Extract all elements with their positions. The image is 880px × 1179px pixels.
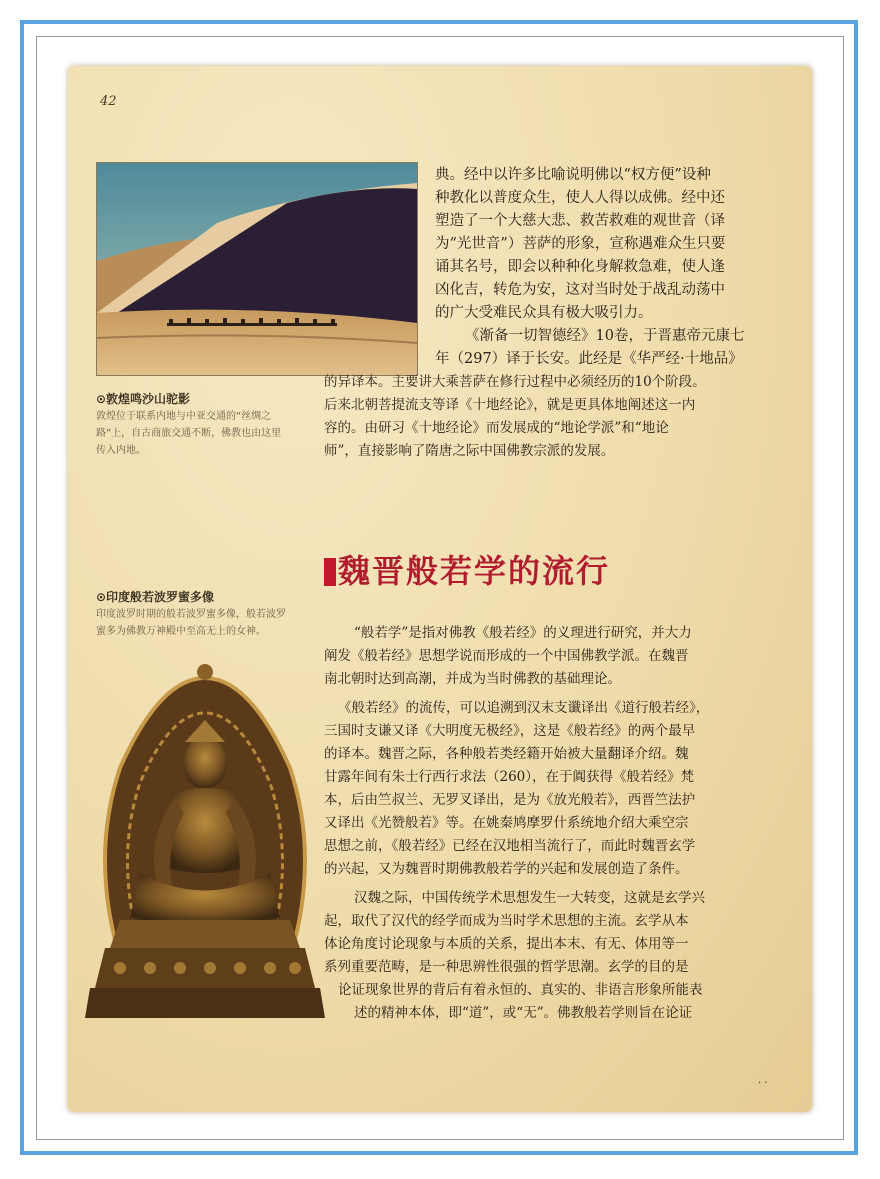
figure2-caption-line: 蜜多为佛教万神殿中至高无上的女神。	[96, 626, 266, 637]
section-heading-text: 魏晋般若学的流行	[338, 552, 611, 590]
body-line: 的兴起，又为魏晋时期佛教般若学的兴起和发展创造了条件。	[324, 861, 689, 877]
body-line: 又译出《光赞般若》等。在姚秦鸠摩罗什系统地介绍大乘空宗	[324, 815, 689, 831]
desert-dune-photo	[96, 162, 418, 376]
body-line: 思想之前，《般若经》已经在汉地相当流行了，而此时魏晋玄学	[324, 838, 696, 854]
body-line: 师”，直接影响了隋唐之际中国佛教宗派的发展。	[324, 443, 615, 459]
body-line: 《渐备一切智德经》10卷，于晋惠帝元康七	[465, 328, 745, 344]
figure1-caption-line: 传入内地。	[96, 445, 146, 456]
body-line: 述的精神本体，即“道”，或“无”。佛教般若学则旨在论证	[354, 1005, 693, 1021]
body-line: 典。经中以许多比喻说明佛以“权方便”设种	[435, 167, 711, 183]
body-line: 年（297）译于长安。此经是《华严经·十地品》	[435, 351, 743, 367]
body-line: 系列重要范畴，是一种思辨性很强的哲学思潮。玄学的目的是	[324, 959, 689, 975]
body-line: 《般若经》的流传，可以追溯到汉末支谶译出《道行般若经》，	[338, 700, 710, 716]
body-line: “般若学”是指对佛教《般若经》的义理进行研究，并大力	[354, 625, 692, 641]
body-line: 容的。由研习《十地经论》而发展成的“地论学派”和“地论	[324, 420, 669, 436]
figure1-caption-line: 敦煌位于联系内地与中亚交通的“丝绸之	[96, 411, 272, 422]
prajnaparamita-statue-image	[80, 658, 330, 1058]
heading-marker	[324, 558, 336, 586]
body-line: 阐发《般若经》思想学说而形成的一个中国佛教学派。在魏晋	[324, 648, 689, 664]
book-page	[68, 66, 812, 1112]
figure2-caption-line: 印度波罗时期的般若波罗蜜多像，般若波罗	[96, 609, 286, 620]
body-line: 凶化吉，转危为安，这对当时处于战乱动荡中	[435, 282, 725, 298]
body-line: 甘露年间有朱士行西行求法（260），在于阗获得《般若经》梵	[324, 769, 695, 785]
body-line: 的译本。魏晋之际，各种般若类经籍开始被大量翻译介绍。魏	[324, 746, 689, 762]
body-line: 汉魏之际，中国传统学术思想发生一大转变，这就是玄学兴	[354, 890, 705, 906]
body-line: 三国时支谦又译《大明度无极经》，这是《般若经》的两个最早	[324, 723, 696, 739]
body-line: 论证现象世界的背后有着永恒的、真实的、非语言形象所能表	[338, 982, 703, 998]
body-line: 的异译本。主要讲大乘菩萨在修行过程中必须经历的10个阶段。	[324, 374, 706, 390]
folio-mark: · ·	[758, 1078, 768, 1089]
body-line: 的广大受难民众具有极大吸引力。	[435, 305, 653, 321]
figure1-title: ⊙敦煌鸣沙山驼影	[96, 392, 191, 406]
body-line: 塑造了一个大慈大悲、救苦救难的观世音（译	[435, 213, 725, 229]
body-line: 为“光世音”）菩萨的形象，宣称遇难众生只要	[435, 236, 726, 252]
body-line: 诵其名号，即会以种种化身解救急难，使人逢	[435, 259, 725, 275]
body-line: 起，取代了汉代的经学而成为当时学术思想的主流。玄学从本	[324, 913, 689, 929]
figure1-caption-line: 路”上，自古商旅交通不断，佛教也由这里	[96, 428, 282, 439]
body-line: 本，后由竺叔兰、无罗叉译出，是为《放光般若》，西晋竺法护	[324, 792, 696, 808]
section-heading	[324, 546, 610, 592]
body-line: 体论角度讨论现象与本质的关系，提出本末、有无、体用等一	[324, 936, 689, 952]
body-line: 南北朝时达到高潮，并成为当时佛教的基础理论。	[324, 671, 621, 687]
page-number: 42	[100, 94, 117, 109]
figure2-title: ⊙印度般若波罗蜜多像	[96, 590, 215, 604]
body-line: 种教化以普度众生，使人人得以成佛。经中还	[435, 190, 725, 206]
body-line: 后来北朝菩提流支等译《十地经论》，就是更具体地阐述这一内	[324, 397, 696, 413]
